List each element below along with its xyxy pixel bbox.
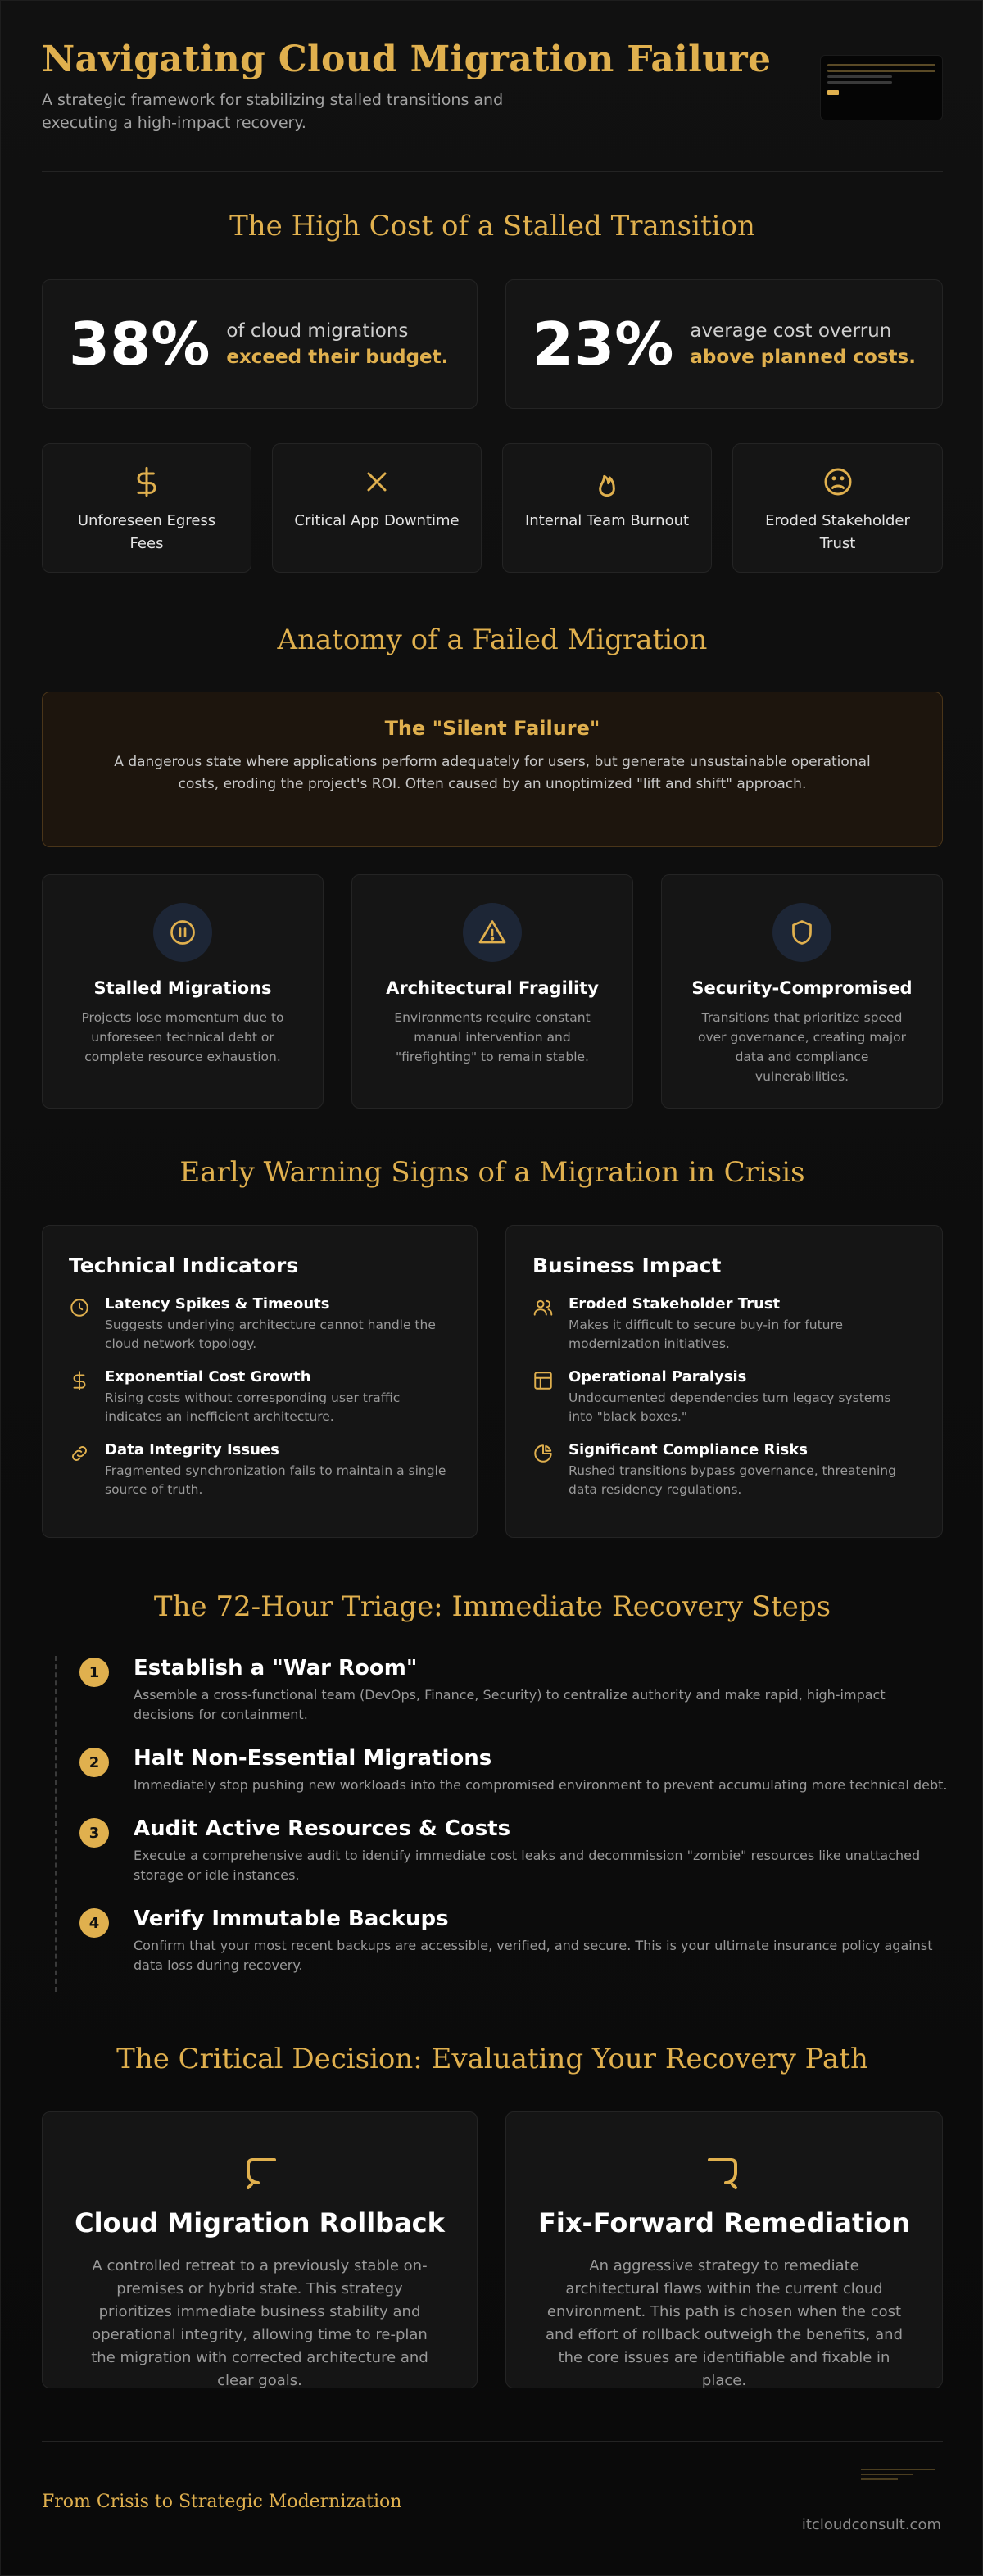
anatomy-card	[351, 874, 633, 1109]
anatomy-body: Transitions that prioritize speed over governance, creating major data and compliance vulnerabilities.	[697, 1010, 906, 1084]
stat-highlight: above planned costs.	[690, 347, 916, 368]
shield-icon	[787, 918, 817, 947]
return-right-icon	[700, 2153, 749, 2193]
option-body: A controlled retreat to a previously stable on-premises or hybrid state. This strategy prioritizes immediate business stability and operational integrity, allowing time to re-plan the migration with corrected architecture and clear goals.	[91, 2257, 428, 2389]
section-title-triage: The 72-Hour Triage: Immediate Recovery Steps	[153, 1590, 831, 1623]
anatomy-title: Stalled Migrations	[93, 978, 272, 998]
item-title: Data Integrity Issues	[105, 1441, 279, 1458]
pause-icon	[168, 918, 197, 947]
stat-card	[505, 279, 943, 409]
list-item	[532, 1295, 916, 1354]
step-title: Halt Non-Essential Migrations	[134, 1746, 492, 1771]
list-item	[69, 1295, 451, 1354]
item-body: Rising costs without corresponding user traffic indicates an inefficient architecture.	[105, 1390, 401, 1424]
clock-icon	[69, 1297, 90, 1318]
stat-value: 38%	[69, 310, 211, 379]
option-body: An aggressive strategy to remediate architectural flaws within the current cloud environment. This path is chosen when the cost and effort of rollback outweigh the benefits, and the core issues are identifiable and fixable in place.	[546, 2257, 903, 2389]
header-thumbnail	[820, 55, 943, 120]
item-title: Eroded Stakeholder Trust	[569, 1295, 781, 1313]
stat-highlight: exceed their budget.	[226, 347, 449, 368]
dollar-icon	[69, 1370, 90, 1391]
option-title: Cloud Migration Rollback	[75, 2207, 445, 2238]
triage-step	[55, 1907, 948, 1975]
triage-steps	[55, 1656, 948, 1997]
warning-icon	[478, 918, 507, 947]
item-body: Makes it difficult to secure buy-in for future modernization initiatives.	[569, 1317, 844, 1351]
step-title: Establish a "War Room"	[134, 1656, 418, 1680]
anatomy-card	[42, 874, 324, 1109]
item-title: Exponential Cost Growth	[105, 1368, 311, 1386]
list-item	[532, 1368, 916, 1426]
section-title-anatomy: Anatomy of a Failed Migration	[277, 624, 708, 656]
return-left-icon	[235, 2153, 284, 2193]
item-title: Significant Compliance Risks	[569, 1441, 808, 1458]
callout-title: The "Silent Failure"	[384, 717, 600, 740]
list-item	[69, 1441, 451, 1499]
fix-forward-card	[505, 2111, 943, 2388]
triage-step	[55, 1816, 948, 1885]
section-title-cost: The High Cost of a Stalled Transition	[229, 210, 755, 243]
stat-text: average cost overrun	[690, 320, 892, 342]
anatomy-card	[661, 874, 943, 1109]
divider	[42, 2441, 943, 2442]
step-number: 4	[79, 1908, 109, 1938]
item-body: Undocumented dependencies turn legacy systems into "black boxes."	[569, 1390, 891, 1424]
section-title-decision: The Critical Decision: Evaluating Your Recovery Path	[116, 2043, 868, 2075]
step-body: Assemble a cross-functional team (DevOps, Finance, Security) to centralize authority and make rapid, high-impact decisions for containment.	[134, 1687, 886, 1722]
item-body: Rushed transitions bypass governance, threatening data residency regulations.	[569, 1463, 896, 1497]
list-item	[532, 1441, 916, 1499]
stat-value: 23%	[532, 310, 674, 379]
cost-label: Internal Team Burnout	[524, 512, 690, 529]
card-title: Business Impact	[532, 1254, 722, 1277]
cost-label: Unforeseen Egress Fees	[77, 512, 216, 552]
cost-label: Eroded Stakeholder Trust	[765, 512, 910, 552]
anatomy-body: Projects lose momentum due to unforeseen technical debt or complete resource exhaustion.	[81, 1010, 284, 1064]
cost-card	[732, 443, 943, 573]
flame-icon	[591, 465, 623, 498]
cost-card	[42, 443, 251, 573]
triage-step	[55, 1656, 948, 1725]
cost-card	[502, 443, 712, 573]
technical-indicators-card	[42, 1225, 478, 1538]
stat-card	[42, 279, 478, 409]
step-body: Confirm that your most recent backups are accessible, verified, and secure. This is your ultimate insurance policy against data loss during recovery.	[134, 1938, 933, 1973]
divider	[42, 171, 943, 172]
footer-url[interactable]: itcloudconsult.com	[801, 2516, 941, 2533]
footer-tagline: From Crisis to Strategic Modernization	[42, 2492, 402, 2512]
business-impact-card	[505, 1225, 943, 1538]
link-icon	[69, 1443, 90, 1464]
stat-text: of cloud migrations	[226, 320, 409, 342]
step-body: Execute a comprehensive audit to identify immediate cost leaks and decommission "zombie" resources like unattached storage or idle instances.	[134, 1848, 921, 1883]
section-title-warning: Early Warning Signs of a Migration in Crisis	[179, 1156, 805, 1189]
header	[42, 39, 943, 137]
close-icon	[360, 465, 393, 498]
frown-icon	[822, 465, 854, 498]
silent-failure-callout	[42, 692, 943, 847]
triage-step	[55, 1746, 948, 1795]
anatomy-body: Environments require constant manual intervention and "firefighting" to remain stable.	[394, 1010, 591, 1064]
page-title: Navigating Cloud Migration Failure	[42, 39, 772, 80]
cost-label: Critical App Downtime	[294, 512, 460, 529]
step-number: 3	[79, 1818, 109, 1848]
step-title: Audit Active Resources & Costs	[134, 1816, 511, 1841]
item-body: Suggests underlying architecture cannot handle the cloud network topology.	[105, 1317, 436, 1351]
anatomy-title: Security-Compromised	[691, 978, 913, 998]
footer-thumbnail	[861, 2469, 935, 2493]
step-title: Verify Immutable Backups	[134, 1907, 449, 1931]
page-subtitle: A strategic framework for stabilizing stalled transitions and executing a high-impact recovery.	[42, 91, 504, 132]
callout-body: A dangerous state where applications perform adequately for users, but generate unsustainable operational costs, eroding the project's ROI. Often caused by an unoptimized "lift and shift" approach.	[114, 754, 871, 792]
rollback-card	[42, 2111, 478, 2388]
list-item	[69, 1368, 451, 1426]
cost-card	[272, 443, 482, 573]
users-icon	[532, 1297, 554, 1318]
pie-chart-icon	[532, 1443, 554, 1464]
step-number: 2	[79, 1748, 109, 1777]
item-title: Operational Paralysis	[569, 1368, 747, 1386]
anatomy-title: Architectural Fragility	[386, 978, 599, 998]
layout-icon	[532, 1370, 554, 1391]
card-title: Technical Indicators	[69, 1254, 299, 1277]
step-body: Immediately stop pushing new workloads into the compromised environment to prevent accumulating more technical debt.	[134, 1777, 948, 1793]
dollar-icon	[130, 465, 163, 498]
step-number: 1	[79, 1658, 109, 1687]
item-title: Latency Spikes & Timeouts	[105, 1295, 330, 1313]
item-body: Fragmented synchronization fails to maintain a single source of truth.	[105, 1463, 446, 1497]
option-title: Fix-Forward Remediation	[538, 2207, 910, 2238]
